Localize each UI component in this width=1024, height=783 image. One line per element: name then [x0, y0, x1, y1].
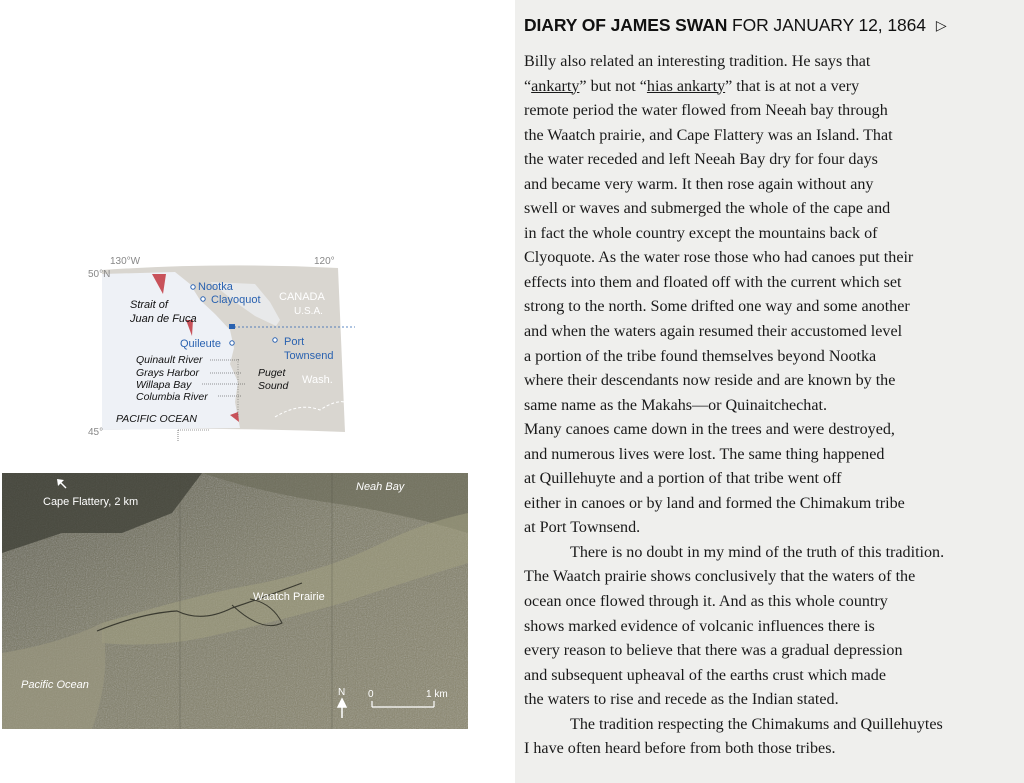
lon-label-west: 130°W	[110, 256, 141, 267]
chinook-term: ankarty	[531, 77, 580, 95]
diary-line: every reason to believe that there was a gradual depression	[524, 642, 903, 660]
lat-label-south: 45°	[88, 427, 104, 438]
diary-line: a portion of the tribe found themselves beyond Nootka	[524, 347, 877, 365]
diary-line: and subsequent upheaval of the earths crust which made	[524, 666, 886, 684]
diary-line: and became very warm. It then rose again without any	[524, 175, 874, 193]
diary-title-date: FOR JANUARY 12, 1864	[727, 15, 926, 35]
lon-label-east: 120°	[314, 256, 335, 267]
diary-line-fragment: ” but not “	[579, 77, 647, 95]
diary-line	[524, 75, 1024, 100]
diary-line: The tradition respecting the Chimakums and Quillehuytes	[570, 715, 943, 733]
label-grays: Grays Harbor	[136, 367, 200, 379]
inset-marker	[229, 324, 235, 329]
lat-label-north: 50°N	[88, 269, 111, 280]
diary-line: I have often heard before from both those tribes.	[524, 740, 836, 758]
label-sound: Sound	[258, 380, 289, 392]
diary-line: at Quillehuyte and a portion of that tribe went off	[524, 470, 842, 488]
label-strait-2: Juan de Fuca	[130, 313, 197, 325]
place-nootka: Nootka	[198, 281, 233, 293]
scale-one-km: 1 km	[426, 689, 448, 700]
diary-line: and numerous lives were lost. The same thing happened	[524, 445, 885, 463]
place-clayoquot: Clayoquot	[211, 294, 261, 306]
label-willapa: Willapa Bay	[136, 379, 192, 391]
diary-text	[524, 50, 1024, 762]
historic-map-image	[2, 473, 468, 729]
diary-line: the Waatch prairie, and Cape Flattery was an Island. That	[524, 126, 893, 144]
label-cape-flattery: Cape Flattery, 2 km	[43, 496, 139, 508]
diary-line: same name as the Makahs—or Quinaitchechat.	[524, 396, 827, 414]
diary-panel	[515, 0, 1024, 783]
scale-zero: 0	[368, 689, 374, 700]
diary-line: There is no doubt in my mind of the truth of this tradition.	[570, 543, 945, 561]
historic-map-graphic	[2, 473, 468, 729]
label-pacific-ocean: PACIFIC OCEAN	[116, 413, 197, 425]
label-neah-bay: Neah Bay	[356, 481, 405, 493]
diary-title	[524, 15, 947, 36]
region-usa: U.S.A.	[294, 306, 323, 317]
label-waatch-prairie: Waatch Prairie	[253, 591, 325, 603]
place-townsend: Townsend	[284, 350, 334, 362]
diary-line: the waters to rise and recede as the Indian stated.	[524, 691, 839, 709]
diary-line: The Waatch prairie shows conclusively that the waters of the	[524, 568, 916, 586]
diary-line: Many canoes came down in the trees and were destroyed,	[524, 421, 895, 439]
diary-line: swell or waves and submerged the whole of the cape and	[524, 200, 891, 218]
north-label: N	[338, 687, 346, 698]
diary-line: ocean once flowed through it. And as this whole country	[524, 593, 888, 611]
diary-line: either in canoes or by land and formed the Chimakum tribe	[524, 494, 905, 512]
diary-title-bold: DIARY OF JAMES SWAN	[524, 15, 728, 35]
place-port: Port	[284, 336, 305, 348]
diary-line: Billy also related an interesting tradition. He says that	[524, 53, 871, 70]
diary-line: in fact the whole country except the mountains back of	[524, 224, 878, 242]
region-canada: CANADA	[279, 291, 325, 303]
diary-line-fragment: ” that is at not a very	[725, 77, 860, 95]
diary-line-fragment: “	[524, 77, 532, 95]
diary-line: and when the waters again resumed their accustomed level	[524, 323, 903, 341]
diary-line: the water receded and left Neeah Bay dry for four days	[524, 151, 878, 169]
label-columbia: Columbia River	[136, 391, 208, 403]
label-pacific-ocean-photo: Pacific Ocean	[21, 679, 89, 691]
chinook-term: hias ankarty	[646, 77, 726, 95]
label-strait-1: Strait of	[130, 299, 168, 311]
diary-line: strong to the north. Some drifted one way and some another	[524, 298, 910, 316]
play-triangle-icon[interactable]: ▷	[935, 17, 947, 33]
diary-line: where their descendants now reside and are known by the	[524, 372, 896, 390]
diary-line: at Port Townsend.	[524, 519, 641, 537]
label-puget: Puget	[258, 367, 286, 379]
diary-line: effects into them and floated off with the current which set	[524, 273, 902, 291]
region-wash: Wash.	[302, 374, 333, 386]
label-quinault: Quinault River	[136, 354, 203, 366]
diary-line: shows marked evidence of volcanic influences there is	[524, 617, 875, 635]
locator-map	[80, 252, 360, 447]
locator-map-graphic	[80, 252, 360, 447]
diary-line: Clyoquote. As the water rose those who had canoes put their	[524, 249, 914, 267]
diary-line: remote period the water flowed from Neeah bay through	[524, 102, 888, 120]
place-quileute: Quileute	[180, 338, 221, 350]
